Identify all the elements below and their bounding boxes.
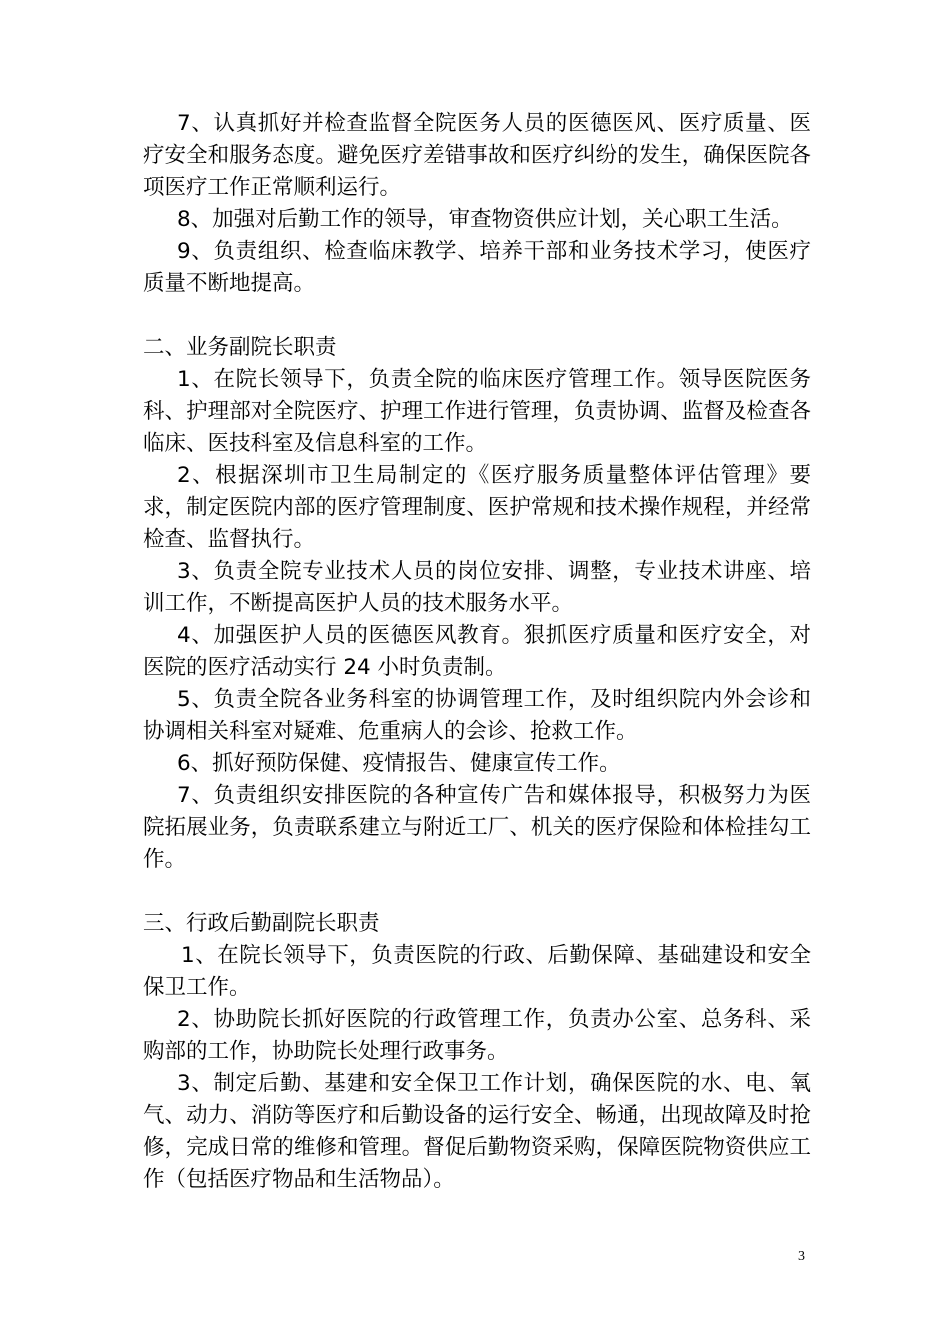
page-number: 3: [798, 1249, 805, 1264]
paragraph-item-8: 8、加强对后勤工作的领导，审查物资供应计划，关心职工生活。: [177, 207, 793, 232]
paragraph-item-3: 3、负责全院专业技术人员的岗位安排、调整，专业技术讲座、培训工作，不断提高医护人员的技术服务水平。: [143, 559, 811, 616]
paragraph-item-5: 5、负责全院各业务科室的协调管理工作，及时组织院内外会诊和协调相关科室对疑难、危重病人的会诊、抢救工作。: [143, 687, 811, 744]
paragraph-item-9: 9、负责组织、检查临床教学、培养干部和业务技术学习，使医疗质量不断地提高。: [143, 239, 811, 296]
paragraph-item-3: 3、制定后勤、基建和安全保卫工作计划，确保医院的水、电、氧气、动力、消防等医疗和后勤设备的运行安全、畅通，出现故障及时抢修，完成日常的维修和管理。督促后勤物资采购，保障医院物资供应工作（包括医疗物品和生活物品）。: [143, 1071, 811, 1192]
paragraph-item-7: 7、认真抓好并检查监督全院医务人员的医德医风、医疗质量、医疗安全和服务态度。避免医疗差错事故和医疗纠纷的发生，确保医院各项医疗工作正常顺利运行。: [143, 111, 811, 200]
paragraph-item-6: 6、抓好预防保健、疫情报告、健康宣传工作。: [177, 751, 621, 776]
section-heading-admin-logistics-vice-president: 三、行政后勤副院长职责: [143, 911, 380, 936]
document-body: [143, 108, 811, 1196]
paragraph-item-7: 7、负责组织安排医院的各种宣传广告和媒体报导，积极努力为医院拓展业务，负责联系建立与附近工厂、机关的医疗保险和体检挂勾工作。: [143, 783, 811, 872]
section-heading-business-vice-president: 二、业务副院长职责: [143, 335, 337, 360]
paragraph-item-1: 1、在院长领导下，负责全院的临床医疗管理工作。领导医院医务科、护理部对全院医疗、护理工作进行管理，负责协调、监督及检查各临床、医技科室及信息科室的工作。: [143, 367, 811, 456]
paragraph-item-2: 2、根据深圳市卫生局制定的《医疗服务质量整体评估管理》要求，制定医院内部的医疗管理制度、医护常规和技术操作规程，并经常检查、监督执行。: [143, 463, 811, 552]
paragraph-item-4: 4、加强医护人员的医德医风教育。狠抓医疗质量和医疗安全，对医院的医疗活动实行 24 小时负责制。: [143, 623, 811, 680]
paragraph-item-2: 2、协助院长抓好医院的行政管理工作，负责办公室、总务科、采购部的工作，协助院长处理行政事务。: [143, 1007, 811, 1064]
paragraph-item-1: 1、在院长领导下，负责医院的行政、后勤保障、基础建设和安全保卫工作。: [143, 943, 811, 1000]
